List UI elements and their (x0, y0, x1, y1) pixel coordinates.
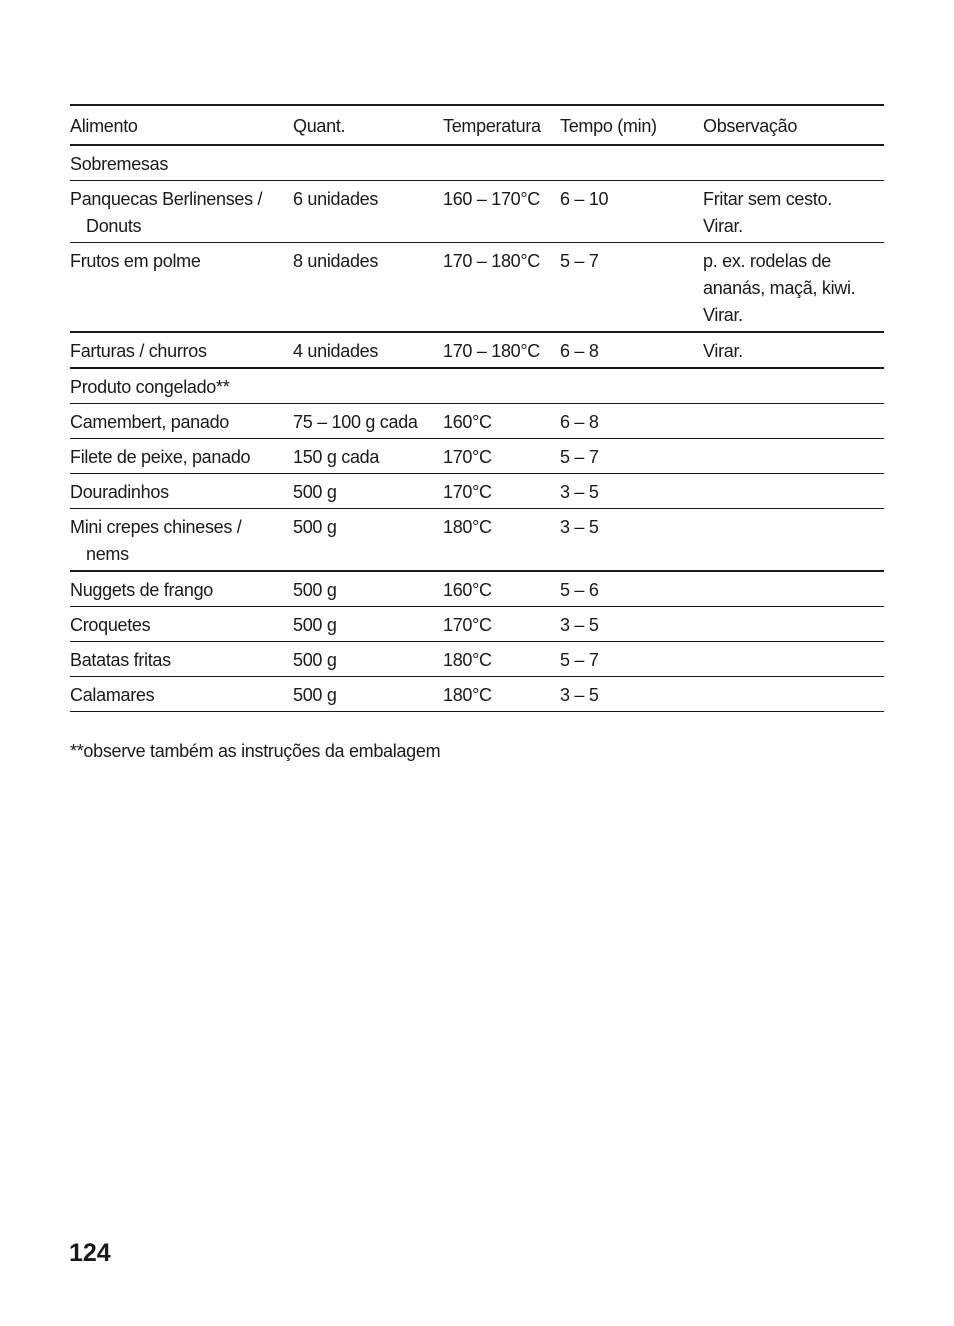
header-observacao: Observação (703, 116, 798, 136)
temperature-cell: 170°C (443, 447, 492, 467)
food-cell (70, 682, 293, 709)
note-cell (703, 647, 884, 674)
temperature-cell: 170 – 180°C (443, 251, 540, 271)
food-name: Douradinhos (70, 482, 169, 502)
table-row (70, 404, 884, 439)
note-cell: p. ex. rodelas de ananás, maçã, kiwi. Virar. (703, 251, 856, 325)
quantity-cell: 500 g (293, 482, 337, 502)
temperature-cell: 180°C (443, 685, 492, 705)
quantity-cell: 500 g (293, 517, 337, 537)
header-quant: Quant. (293, 116, 346, 136)
food-name: Nuggets de frango (70, 580, 214, 600)
note-cell (703, 479, 884, 506)
quantity-cell: 500 g (293, 650, 337, 670)
time-cell: 6 – 8 (560, 341, 599, 361)
food-name: Farturas / churros (70, 341, 207, 361)
quantity-cell: 4 unidades (293, 341, 379, 361)
header-temperatura: Temperatura (443, 116, 541, 136)
time-cell: 5 – 7 (560, 251, 599, 271)
temperature-cell: 170°C (443, 482, 492, 502)
quantity-cell: 8 unidades (293, 251, 379, 271)
food-name: Camembert, panado (70, 412, 229, 432)
food-name-continued: nems (86, 544, 129, 564)
food-cell (70, 444, 293, 471)
section-title-row (70, 369, 884, 404)
food-cell (70, 612, 293, 639)
page-number: 124 (69, 1239, 111, 1267)
food-cell (70, 338, 293, 365)
cooking-table (70, 104, 884, 712)
note-cell (703, 682, 884, 709)
food-name: Mini crepes chineses / (70, 517, 242, 537)
note-cell (703, 514, 884, 568)
section-title-row (70, 146, 884, 181)
table-row (70, 333, 884, 369)
quantity-cell: 500 g (293, 580, 337, 600)
note-cell: Virar. (703, 341, 743, 361)
temperature-cell: 180°C (443, 650, 492, 670)
header-tempo: Tempo (min) (560, 116, 657, 136)
note-cell (703, 444, 884, 471)
note-cell (703, 612, 884, 639)
food-name: Frutos em polme (70, 251, 201, 271)
temperature-cell: 170°C (443, 615, 492, 635)
quantity-cell: 500 g (293, 685, 337, 705)
table-row (70, 439, 884, 474)
time-cell: 5 – 6 (560, 580, 599, 600)
table-header-row (70, 106, 884, 146)
table-body (70, 146, 884, 712)
food-cell (70, 186, 293, 240)
section-title: Sobremesas (70, 154, 169, 174)
food-name: Calamares (70, 685, 155, 705)
time-cell: 6 – 8 (560, 412, 599, 432)
food-cell (70, 514, 293, 568)
time-cell: 3 – 5 (560, 615, 599, 635)
time-cell: 3 – 5 (560, 482, 599, 502)
food-name: Panquecas Berlinenses / (70, 189, 263, 209)
time-cell: 6 – 10 (560, 189, 609, 209)
quantity-cell: 75 – 100 g cada (293, 412, 418, 432)
food-cell (70, 577, 293, 604)
quantity-cell: 500 g (293, 615, 337, 635)
temperature-cell: 160 – 170°C (443, 189, 540, 209)
footnote: **observe também as instruções da embalagem (70, 741, 441, 761)
quantity-cell: 150 g cada (293, 447, 380, 467)
food-name: Filete de peixe, panado (70, 447, 251, 467)
table-row (70, 677, 884, 712)
temperature-cell: 170 – 180°C (443, 341, 540, 361)
food-cell (70, 479, 293, 506)
quantity-cell: 6 unidades (293, 189, 379, 209)
food-cell (70, 647, 293, 674)
table-row (70, 642, 884, 677)
temperature-cell: 180°C (443, 517, 492, 537)
time-cell: 3 – 5 (560, 517, 599, 537)
food-cell (70, 248, 293, 329)
time-cell: 5 – 7 (560, 650, 599, 670)
table-row (70, 474, 884, 509)
food-name: Batatas fritas (70, 650, 171, 670)
table-row (70, 607, 884, 642)
note-cell: Fritar sem cesto. Virar. (703, 189, 832, 236)
note-cell (703, 409, 884, 436)
temperature-cell: 160°C (443, 580, 492, 600)
food-name-continued: Donuts (86, 216, 142, 236)
header-alimento: Alimento (70, 116, 138, 136)
table-row (70, 243, 884, 333)
food-name: Croquetes (70, 615, 151, 635)
time-cell: 5 – 7 (560, 447, 599, 467)
time-cell: 3 – 5 (560, 685, 599, 705)
table-row (70, 509, 884, 572)
temperature-cell: 160°C (443, 412, 492, 432)
section-title: Produto congelado** (70, 377, 230, 397)
table-row (70, 572, 884, 607)
note-cell (703, 577, 884, 604)
food-cell (70, 409, 293, 436)
table-row (70, 181, 884, 243)
